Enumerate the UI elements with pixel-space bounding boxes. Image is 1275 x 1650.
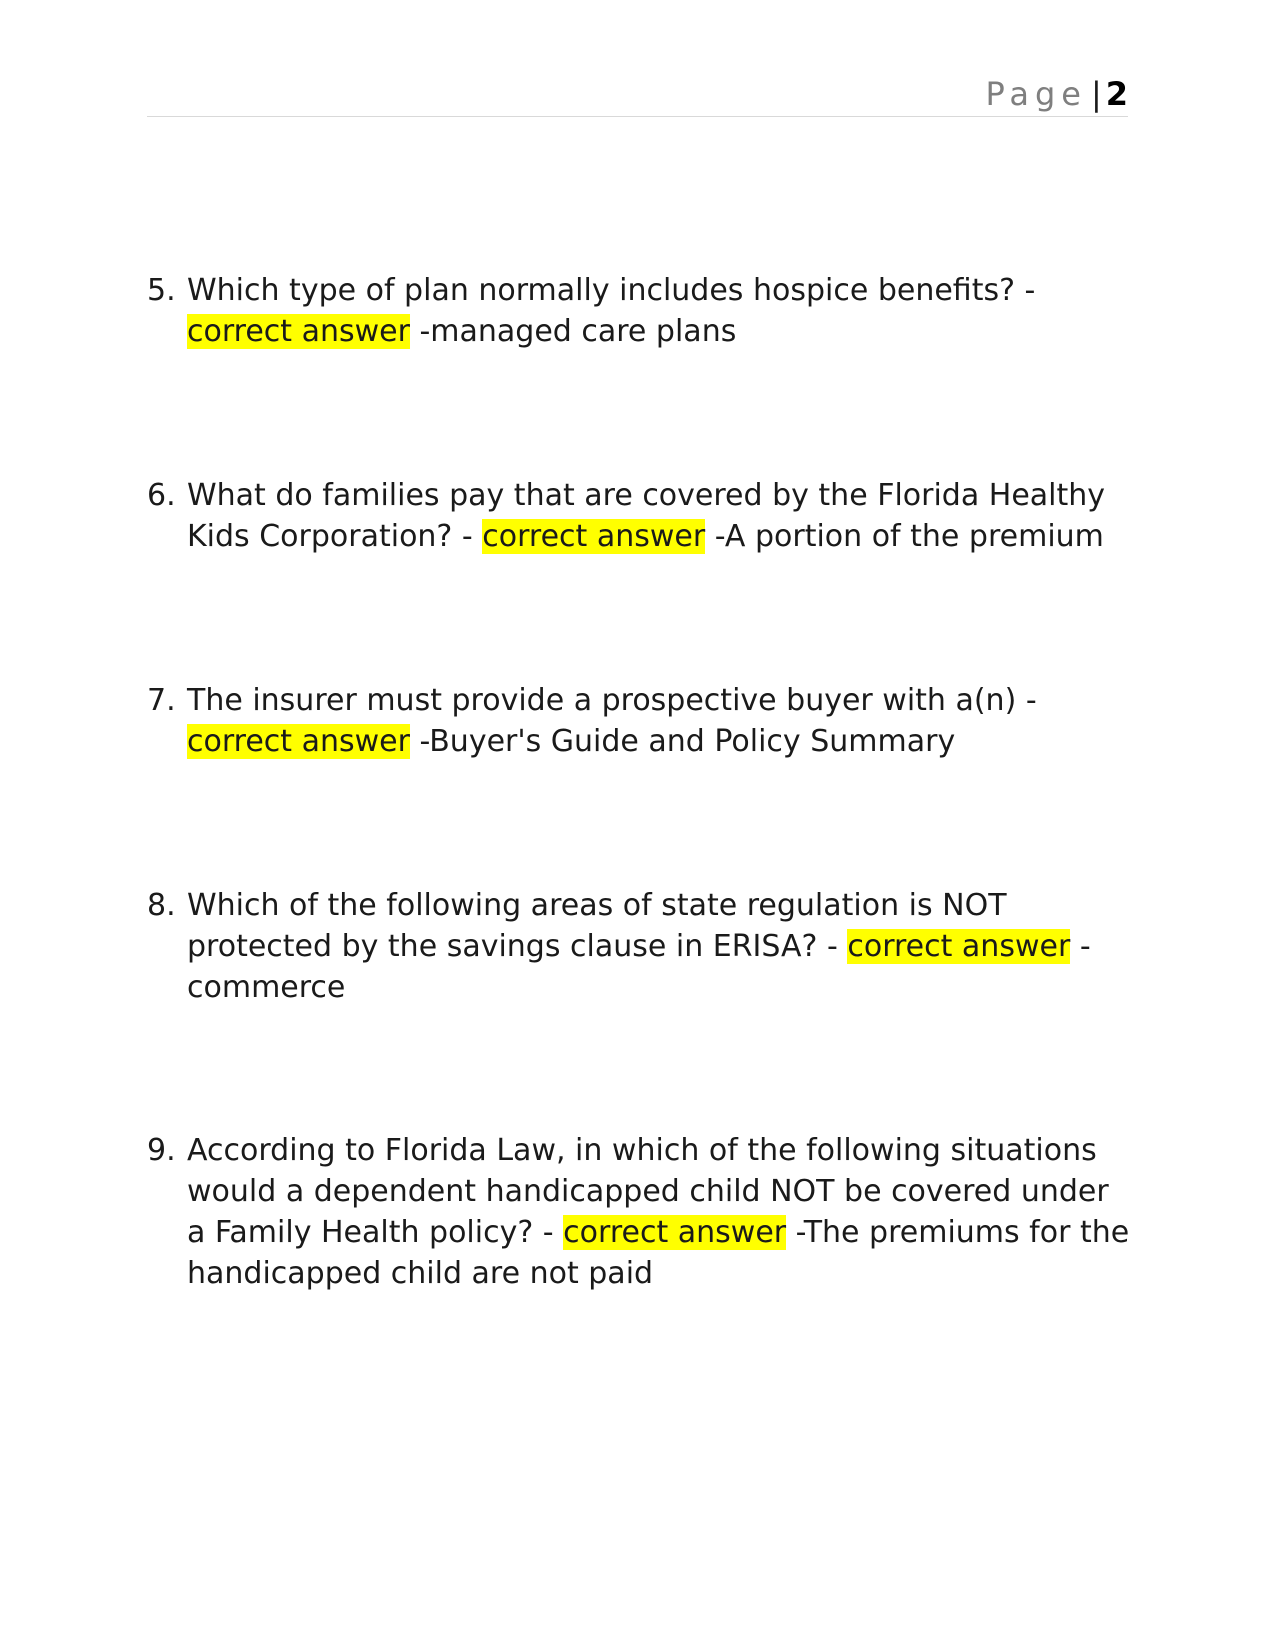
question-text: What do families pay that are covered by the Florida Healthy Kids Corporation? - [187,478,1106,554]
page-number-label [985,74,1128,114]
correct-answer-highlight: correct answer [187,724,410,759]
page-header [147,68,1128,117]
page-number: 2 [1105,75,1128,113]
question-text-block [187,1130,1132,1294]
answer-text: -commerce [187,929,1091,1005]
answer-text: -A portion of the premium [705,519,1104,554]
question-text-block [187,475,1132,557]
correct-answer-highlight: correct answer [563,1215,787,1250]
question-number: 7. [147,683,176,718]
question-number: 5. [147,273,176,308]
answer-text: -The premiums for the handicapped child are not paid [187,1215,1130,1291]
correct-answer-highlight: correct answer [482,519,706,554]
question-item [147,475,1132,557]
answer-text: -Buyer's Guide and Policy Summary [409,724,956,759]
page-separator: | [1090,75,1102,113]
question-number: 6. [147,478,176,513]
question-item [147,1130,1132,1294]
correct-answer-highlight: correct answer [847,929,1071,964]
question-number: 8. [147,888,176,923]
page-word: Page [985,75,1087,113]
question-text-block [187,270,1132,352]
question-text-block [187,885,1132,1008]
question-text: According to Florida Law, in which of the following situations would a dependent handicapped child NOT be covered under a Family Health policy? - [187,1133,1109,1250]
question-text: The insurer must provide a prospective buyer with a(n) - [187,683,1037,718]
question-number: 9. [147,1133,176,1168]
correct-answer-highlight: correct answer [187,314,410,349]
question-text: Which type of plan normally includes hospice benefits? - [187,273,1036,308]
answer-text: -managed care plans [409,314,737,349]
question-item [147,885,1132,1008]
question-item [147,680,1132,762]
question-item [147,270,1132,352]
question-text-block [187,680,1132,762]
question-text: Which of the following areas of state regulation is NOT protected by the savings clause in ERISA? - [187,888,1007,964]
